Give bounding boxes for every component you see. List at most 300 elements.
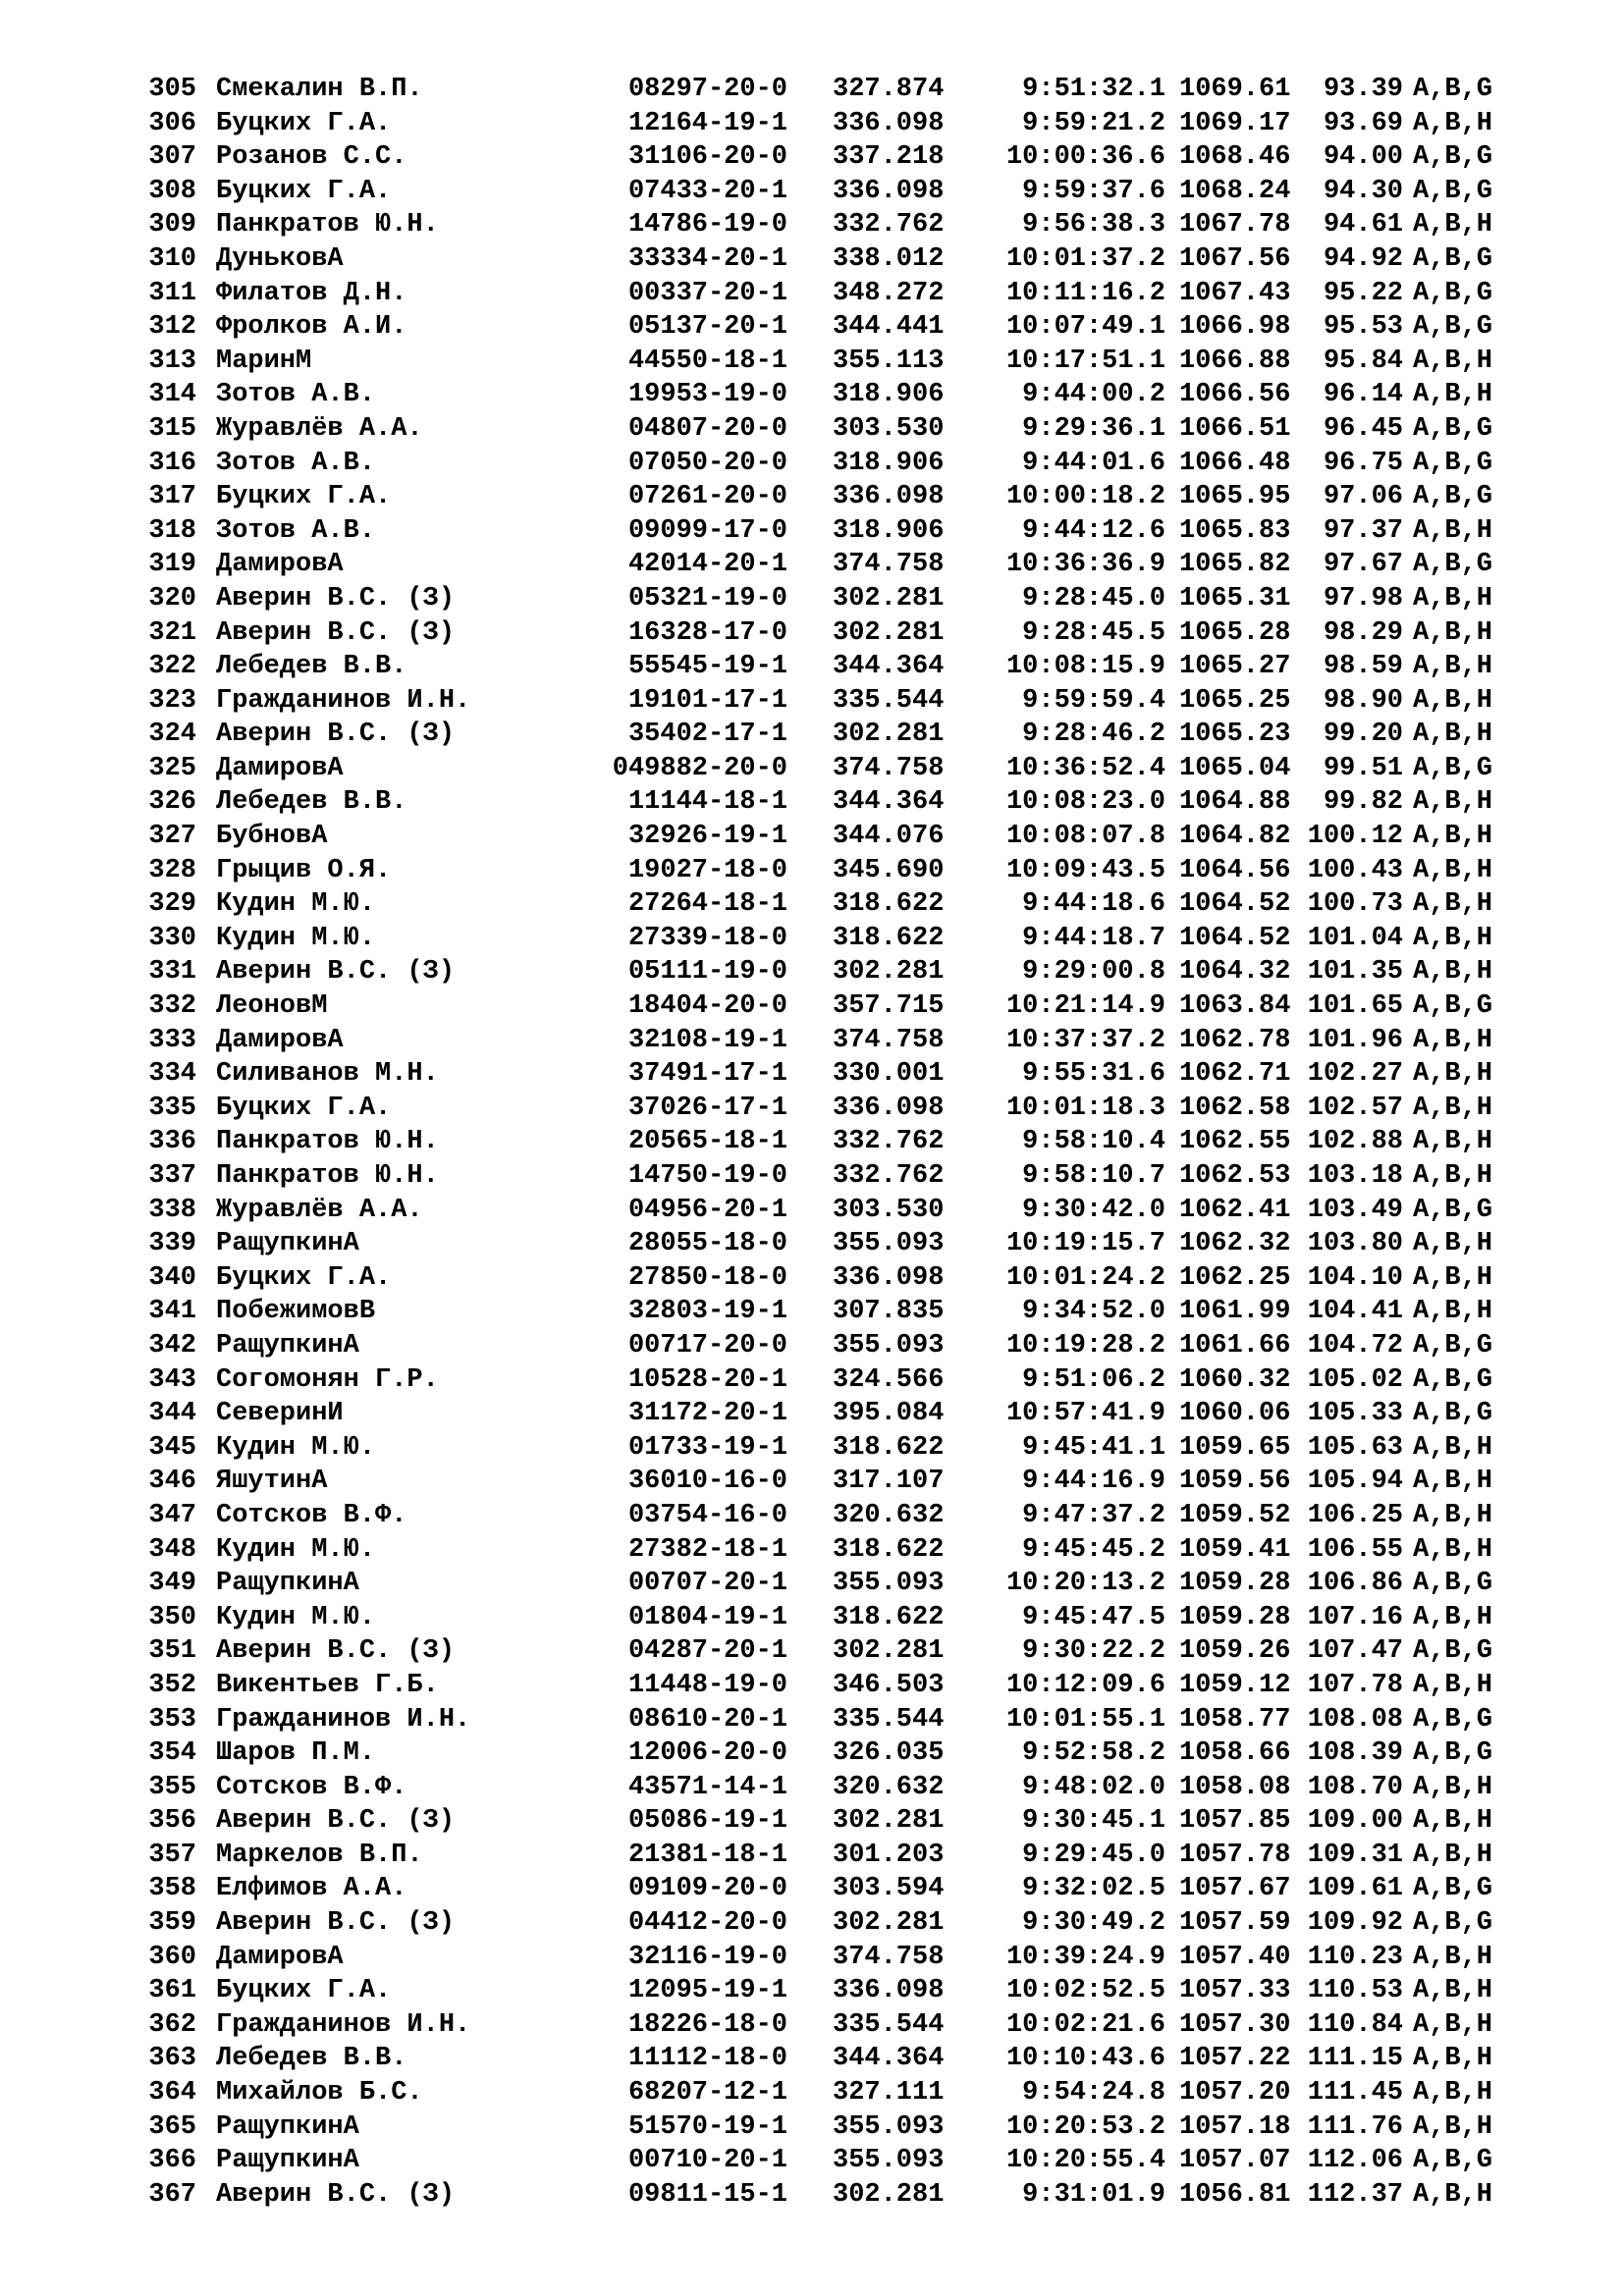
distance-value: 302.281 — [833, 1636, 945, 1667]
speed-value: 1062.71 — [1179, 1059, 1291, 1090]
participant-name: Аверин В.С. (З) — [216, 1908, 456, 1939]
arrival-time: 10:09:43.5 — [1005, 855, 1165, 885]
table-row — [0, 1024, 1624, 1058]
speed-value: 1064.32 — [1179, 957, 1291, 988]
speed-value: 1058.08 — [1179, 1772, 1291, 1802]
participant-name: Маркелов В.П. — [216, 1840, 423, 1870]
ring-number: 33334-20-1 — [627, 243, 787, 274]
category-flags: A,B,H — [1413, 2009, 1493, 2040]
category-flags: A,B,G — [1413, 1738, 1493, 1769]
distance-value: 337.218 — [833, 142, 945, 173]
coefficient-value: 97.67 — [1323, 550, 1403, 580]
distance-value: 374.758 — [833, 753, 945, 783]
place-number: 309 — [148, 210, 196, 240]
arrival-time: 9:31:01.9 — [1022, 2179, 1165, 2210]
arrival-time: 9:56:38.3 — [1022, 210, 1165, 240]
arrival-time: 9:45:45.2 — [1022, 1534, 1165, 1565]
distance-value: 332.762 — [833, 210, 945, 240]
category-flags: A,B,G — [1413, 1704, 1493, 1735]
speed-value: 1062.78 — [1179, 1025, 1291, 1055]
coefficient-value: 112.37 — [1307, 2179, 1403, 2210]
arrival-time: 9:44:01.6 — [1022, 448, 1165, 478]
category-flags: A,B,H — [1413, 720, 1493, 750]
ring-number: 11144-18-1 — [627, 787, 787, 818]
distance-value: 320.632 — [833, 1772, 945, 1802]
coefficient-value: 111.76 — [1307, 2111, 1403, 2142]
place-number: 362 — [148, 2009, 196, 2040]
distance-value: 324.566 — [833, 1364, 945, 1395]
coefficient-value: 95.53 — [1323, 312, 1403, 343]
coefficient-value: 96.75 — [1323, 448, 1403, 478]
coefficient-value: 101.65 — [1307, 991, 1403, 1022]
place-number: 330 — [148, 923, 196, 953]
arrival-time: 10:36:52.4 — [1005, 753, 1165, 783]
table-row — [0, 1941, 1624, 1975]
category-flags: A,B,G — [1413, 278, 1493, 308]
coefficient-value: 101.35 — [1307, 957, 1403, 988]
coefficient-value: 108.39 — [1307, 1738, 1403, 1769]
distance-value: 301.203 — [833, 1840, 945, 1870]
participant-name: Елфимов А.А. — [216, 1874, 407, 1904]
category-flags: A,B,G — [1413, 2146, 1493, 2176]
table-row — [0, 1227, 1624, 1261]
place-number: 313 — [148, 346, 196, 376]
speed-value: 1059.52 — [1179, 1500, 1291, 1530]
category-flags: A,B,H — [1413, 957, 1493, 988]
coefficient-value: 108.08 — [1307, 1704, 1403, 1735]
table-row — [0, 2110, 1624, 2145]
ring-number: 32116-19-0 — [627, 1942, 787, 1972]
coefficient-value: 111.15 — [1307, 2044, 1403, 2074]
category-flags: A,B,H — [1413, 1806, 1493, 1837]
category-flags: A,B,G — [1413, 1874, 1493, 1904]
speed-value: 1057.85 — [1179, 1806, 1291, 1837]
place-number: 324 — [148, 720, 196, 750]
speed-value: 1065.83 — [1179, 515, 1291, 546]
speed-value: 1057.18 — [1179, 2111, 1291, 2142]
speed-value: 1066.48 — [1179, 448, 1291, 478]
speed-value: 1065.82 — [1179, 550, 1291, 580]
participant-name: Сотсков В.Ф. — [216, 1500, 407, 1530]
ring-number: 04956-20-1 — [627, 1195, 787, 1225]
distance-value: 336.098 — [833, 1262, 945, 1293]
ring-number: 32108-19-1 — [627, 1025, 787, 1055]
coefficient-value: 97.98 — [1323, 583, 1403, 614]
table-row — [0, 412, 1624, 447]
distance-value: 355.093 — [833, 1569, 945, 1599]
place-number: 311 — [148, 278, 196, 308]
place-number: 355 — [148, 1772, 196, 1802]
category-flags: A,B,H — [1413, 1942, 1493, 1972]
participant-name: Аверин В.С. (З) — [216, 583, 456, 614]
arrival-time: 9:30:45.1 — [1022, 1806, 1165, 1837]
place-number: 354 — [148, 1738, 196, 1769]
coefficient-value: 99.51 — [1323, 753, 1403, 783]
speed-value: 1065.04 — [1179, 753, 1291, 783]
arrival-time: 9:30:22.2 — [1022, 1636, 1165, 1667]
table-row — [0, 1906, 1624, 1941]
arrival-time: 9:47:37.2 — [1022, 1500, 1165, 1530]
arrival-time: 10:20:53.2 — [1005, 2111, 1165, 2142]
category-flags: A,B,G — [1413, 991, 1493, 1022]
coefficient-value: 103.49 — [1307, 1195, 1403, 1225]
place-number: 325 — [148, 753, 196, 783]
distance-value: 346.503 — [833, 1670, 945, 1700]
table-row — [0, 1363, 1624, 1398]
coefficient-value: 107.78 — [1307, 1670, 1403, 1700]
participant-name: РащупкинА — [216, 1330, 359, 1361]
table-row — [0, 1771, 1624, 1805]
speed-value: 1062.58 — [1179, 1093, 1291, 1123]
place-number: 329 — [148, 889, 196, 920]
coefficient-value: 111.45 — [1307, 2078, 1403, 2109]
place-number: 342 — [148, 1330, 196, 1361]
place-number: 320 — [148, 583, 196, 614]
speed-value: 1059.26 — [1179, 1636, 1291, 1667]
arrival-time: 10:00:18.2 — [1005, 482, 1165, 512]
coefficient-value: 103.80 — [1307, 1229, 1403, 1259]
category-flags: A,B,H — [1413, 1025, 1493, 1055]
speed-value: 1069.17 — [1179, 108, 1291, 138]
participant-name: Панкратов Ю.Н. — [216, 210, 439, 240]
distance-value: 318.622 — [833, 923, 945, 953]
ring-number: 42014-20-1 — [627, 550, 787, 580]
place-number: 332 — [148, 991, 196, 1022]
participant-name: ДамировА — [216, 1025, 344, 1055]
participant-name: РащупкинА — [216, 1569, 359, 1599]
category-flags: A,B,G — [1413, 176, 1493, 206]
distance-value: 318.622 — [833, 1602, 945, 1632]
table-row — [0, 2008, 1624, 2043]
arrival-time: 9:45:41.1 — [1022, 1432, 1165, 1463]
speed-value: 1064.52 — [1179, 889, 1291, 920]
distance-value: 332.762 — [833, 1127, 945, 1157]
distance-value: 336.098 — [833, 1093, 945, 1123]
arrival-time: 10:21:14.9 — [1005, 991, 1165, 1022]
coefficient-value: 100.73 — [1307, 889, 1403, 920]
speed-value: 1057.40 — [1179, 1942, 1291, 1972]
category-flags: A,B,H — [1413, 1432, 1493, 1463]
table-row — [0, 1839, 1624, 1873]
participant-name: Розанов С.С. — [216, 142, 407, 173]
arrival-time: 9:44:00.2 — [1022, 380, 1165, 410]
table-row — [0, 820, 1624, 854]
arrival-time: 9:30:42.0 — [1022, 1195, 1165, 1225]
category-flags: A,B,H — [1413, 1670, 1493, 1700]
distance-value: 302.281 — [833, 2179, 945, 2210]
table-row — [0, 1295, 1624, 1329]
distance-value: 302.281 — [833, 617, 945, 648]
coefficient-value: 93.69 — [1323, 108, 1403, 138]
speed-value: 1064.88 — [1179, 787, 1291, 818]
speed-value: 1059.12 — [1179, 1670, 1291, 1700]
table-row — [0, 1634, 1624, 1669]
arrival-time: 10:01:24.2 — [1005, 1262, 1165, 1293]
ring-number: 049882-20-0 — [612, 753, 787, 783]
coefficient-value: 94.00 — [1323, 142, 1403, 173]
results-list — [0, 73, 1624, 2212]
coefficient-value: 105.02 — [1307, 1364, 1403, 1395]
speed-value: 1061.66 — [1179, 1330, 1291, 1361]
category-flags: A,B,G — [1413, 1636, 1493, 1667]
speed-value: 1057.07 — [1179, 2146, 1291, 2176]
place-number: 322 — [148, 652, 196, 682]
ring-number: 12006-20-0 — [627, 1738, 787, 1769]
category-flags: A,B,H — [1413, 1297, 1493, 1327]
arrival-time: 9:52:58.2 — [1022, 1738, 1165, 1769]
speed-value: 1065.95 — [1179, 482, 1291, 512]
category-flags: A,B,H — [1413, 1840, 1493, 1870]
arrival-time: 10:11:16.2 — [1005, 278, 1165, 308]
arrival-time: 10:17:51.1 — [1005, 346, 1165, 376]
table-row — [0, 107, 1624, 141]
coefficient-value: 95.84 — [1323, 346, 1403, 376]
category-flags: A,B,G — [1413, 753, 1493, 783]
ring-number: 44550-18-1 — [627, 346, 787, 376]
place-number: 308 — [148, 176, 196, 206]
speed-value: 1062.55 — [1179, 1127, 1291, 1157]
arrival-time: 9:59:21.2 — [1022, 108, 1165, 138]
distance-value: 303.594 — [833, 1874, 945, 1904]
coefficient-value: 104.41 — [1307, 1297, 1403, 1327]
table-row — [0, 1431, 1624, 1466]
participant-name: Кудин М.Ю. — [216, 1602, 376, 1632]
distance-value: 344.076 — [833, 822, 945, 852]
ring-number: 05321-19-0 — [627, 583, 787, 614]
arrival-time: 9:45:47.5 — [1022, 1602, 1165, 1632]
table-row — [0, 1736, 1624, 1771]
speed-value: 1057.67 — [1179, 1874, 1291, 1904]
speed-value: 1062.32 — [1179, 1229, 1291, 1259]
table-row — [0, 1669, 1624, 1703]
speed-value: 1060.06 — [1179, 1399, 1291, 1429]
speed-value: 1058.77 — [1179, 1704, 1291, 1735]
ring-number: 08297-20-0 — [627, 75, 787, 104]
participant-name: Лебедев В.В. — [216, 2044, 407, 2074]
table-row — [0, 2042, 1624, 2076]
table-row — [0, 616, 1624, 651]
table-row — [0, 1974, 1624, 2008]
table-row — [0, 1465, 1624, 1499]
place-number: 323 — [148, 685, 196, 716]
coefficient-value: 109.31 — [1307, 1840, 1403, 1870]
participant-name: Грыцив О.Я. — [216, 855, 392, 885]
speed-value: 1067.43 — [1179, 278, 1291, 308]
ring-number: 20565-18-1 — [627, 1127, 787, 1157]
distance-value: 344.441 — [833, 312, 945, 343]
participant-name: МаринМ — [216, 346, 312, 376]
table-row — [0, 73, 1624, 107]
arrival-time: 9:58:10.7 — [1022, 1161, 1165, 1191]
participant-name: Сотсков В.Ф. — [216, 1772, 407, 1802]
participant-name: Буцких Г.А. — [216, 1093, 392, 1123]
place-number: 341 — [148, 1297, 196, 1327]
participant-name: ДамировА — [216, 550, 344, 580]
speed-value: 1058.66 — [1179, 1738, 1291, 1769]
category-flags: A,B,H — [1413, 583, 1493, 614]
distance-value: 344.364 — [833, 2044, 945, 2074]
distance-value: 318.622 — [833, 889, 945, 920]
place-number: 315 — [148, 413, 196, 444]
arrival-time: 9:55:31.6 — [1022, 1059, 1165, 1090]
table-row — [0, 480, 1624, 514]
category-flags: A,B,H — [1413, 1059, 1493, 1090]
speed-value: 1059.65 — [1179, 1432, 1291, 1463]
category-flags: A,B,H — [1413, 1093, 1493, 1123]
participant-name: Гражданинов И.Н. — [216, 1704, 471, 1735]
coefficient-value: 96.14 — [1323, 380, 1403, 410]
coefficient-value: 105.63 — [1307, 1432, 1403, 1463]
ring-number: 31106-20-0 — [627, 142, 787, 173]
participant-name: Смекалин В.П. — [216, 75, 423, 104]
place-number: 333 — [148, 1025, 196, 1055]
arrival-time: 10:02:52.5 — [1005, 1976, 1165, 2006]
arrival-time: 10:39:24.9 — [1005, 1942, 1165, 1972]
arrival-time: 10:02:21.6 — [1005, 2009, 1165, 2040]
place-number: 348 — [148, 1534, 196, 1565]
participant-name: Аверин В.С. (З) — [216, 617, 456, 648]
category-flags: A,B,H — [1413, 787, 1493, 818]
table-row — [0, 955, 1624, 989]
category-flags: A,B,H — [1413, 1500, 1493, 1530]
ring-number: 19953-19-0 — [627, 380, 787, 410]
participant-name: Буцких Г.А. — [216, 176, 392, 206]
table-row — [0, 310, 1624, 345]
arrival-time: 10:07:49.1 — [1005, 312, 1165, 343]
category-flags: A,B,H — [1413, 855, 1493, 885]
place-number: 334 — [148, 1059, 196, 1090]
distance-value: 302.281 — [833, 720, 945, 750]
category-flags: A,B,G — [1413, 1908, 1493, 1939]
distance-value: 327.111 — [833, 2078, 945, 2109]
ring-number: 16328-17-0 — [627, 617, 787, 648]
category-flags: A,B,H — [1413, 2111, 1493, 2142]
ring-number: 07433-20-1 — [627, 176, 787, 206]
ring-number: 00337-20-1 — [627, 278, 787, 308]
participant-name: БубновА — [216, 822, 328, 852]
participant-name: ДамировА — [216, 753, 344, 783]
category-flags: A,B,G — [1413, 243, 1493, 274]
coefficient-value: 102.88 — [1307, 1127, 1403, 1157]
table-row — [0, 2178, 1624, 2213]
coefficient-value: 94.92 — [1323, 243, 1403, 274]
coefficient-value: 101.96 — [1307, 1025, 1403, 1055]
arrival-time: 9:51:06.2 — [1022, 1364, 1165, 1395]
coefficient-value: 104.72 — [1307, 1330, 1403, 1361]
place-number: 305 — [148, 75, 196, 104]
place-number: 345 — [148, 1432, 196, 1463]
distance-value: 320.632 — [833, 1500, 945, 1530]
category-flags: A,B,H — [1413, 1467, 1493, 1497]
distance-value: 355.093 — [833, 2111, 945, 2142]
place-number: 321 — [148, 617, 196, 648]
table-row — [0, 175, 1624, 209]
place-number: 340 — [148, 1262, 196, 1293]
place-number: 318 — [148, 515, 196, 546]
distance-value: 336.098 — [833, 176, 945, 206]
place-number: 353 — [148, 1704, 196, 1735]
coefficient-value: 106.25 — [1307, 1500, 1403, 1530]
category-flags: A,B,G — [1413, 448, 1493, 478]
coefficient-value: 107.47 — [1307, 1636, 1403, 1667]
ring-number: 11112-18-0 — [627, 2044, 787, 2074]
category-flags: A,B,H — [1413, 889, 1493, 920]
participant-name: ДамировА — [216, 1942, 344, 1972]
distance-value: 374.758 — [833, 550, 945, 580]
table-row — [0, 752, 1624, 786]
category-flags: A,B,G — [1413, 1330, 1493, 1361]
distance-value: 345.690 — [833, 855, 945, 885]
arrival-time: 10:57:41.9 — [1005, 1399, 1165, 1429]
category-flags: A,B,G — [1413, 312, 1493, 343]
speed-value: 1064.52 — [1179, 923, 1291, 953]
ring-number: 14750-19-0 — [627, 1161, 787, 1191]
speed-value: 1056.81 — [1179, 2179, 1291, 2210]
ring-number: 05111-19-0 — [627, 957, 787, 988]
category-flags: A,B,H — [1413, 1161, 1493, 1191]
ring-number: 08610-20-1 — [627, 1704, 787, 1735]
place-number: 307 — [148, 142, 196, 173]
category-flags: A,B,H — [1413, 923, 1493, 953]
speed-value: 1057.59 — [1179, 1908, 1291, 1939]
table-row — [0, 1601, 1624, 1635]
place-number: 349 — [148, 1569, 196, 1599]
participant-name: Зотов А.В. — [216, 448, 376, 478]
arrival-time: 9:48:02.0 — [1022, 1772, 1165, 1802]
participant-name: Гражданинов И.Н. — [216, 2009, 471, 2040]
participant-name: Журавлёв А.А. — [216, 1195, 423, 1225]
speed-value: 1065.25 — [1179, 685, 1291, 716]
place-number: 363 — [148, 2044, 196, 2074]
participant-name: Фролков А.И. — [216, 312, 407, 343]
coefficient-value: 96.45 — [1323, 413, 1403, 444]
category-flags: A,B,H — [1413, 2179, 1493, 2210]
ring-number: 51570-19-1 — [627, 2111, 787, 2142]
ring-number: 31172-20-1 — [627, 1399, 787, 1429]
participant-name: Панкратов Ю.Н. — [216, 1161, 439, 1191]
table-row — [0, 1804, 1624, 1839]
place-number: 365 — [148, 2111, 196, 2142]
speed-value: 1065.23 — [1179, 720, 1291, 750]
ring-number: 19101-17-1 — [627, 685, 787, 716]
table-row — [0, 1194, 1624, 1228]
participant-name: Лебедев В.В. — [216, 652, 407, 682]
table-row — [0, 378, 1624, 412]
coefficient-value: 109.92 — [1307, 1908, 1403, 1939]
category-flags: A,B,H — [1413, 210, 1493, 240]
arrival-time: 9:59:59.4 — [1022, 685, 1165, 716]
place-number: 366 — [148, 2146, 196, 2176]
coefficient-value: 98.29 — [1323, 617, 1403, 648]
participant-name: Лебедев В.В. — [216, 787, 407, 818]
coefficient-value: 97.37 — [1323, 515, 1403, 546]
table-row — [0, 1872, 1624, 1906]
ring-number: 43571-14-1 — [627, 1772, 787, 1802]
table-row — [0, 2076, 1624, 2110]
table-row — [0, 922, 1624, 956]
arrival-time: 9:28:45.5 — [1022, 617, 1165, 648]
ring-number: 27850-18-0 — [627, 1262, 787, 1293]
ring-number: 03754-16-0 — [627, 1500, 787, 1530]
category-flags: A,B,H — [1413, 1534, 1493, 1565]
table-row — [0, 345, 1624, 379]
place-number: 306 — [148, 108, 196, 138]
table-row — [0, 1329, 1624, 1363]
category-flags: A,B,G — [1413, 550, 1493, 580]
place-number: 310 — [148, 243, 196, 274]
speed-value: 1066.56 — [1179, 380, 1291, 410]
speed-value: 1067.78 — [1179, 210, 1291, 240]
